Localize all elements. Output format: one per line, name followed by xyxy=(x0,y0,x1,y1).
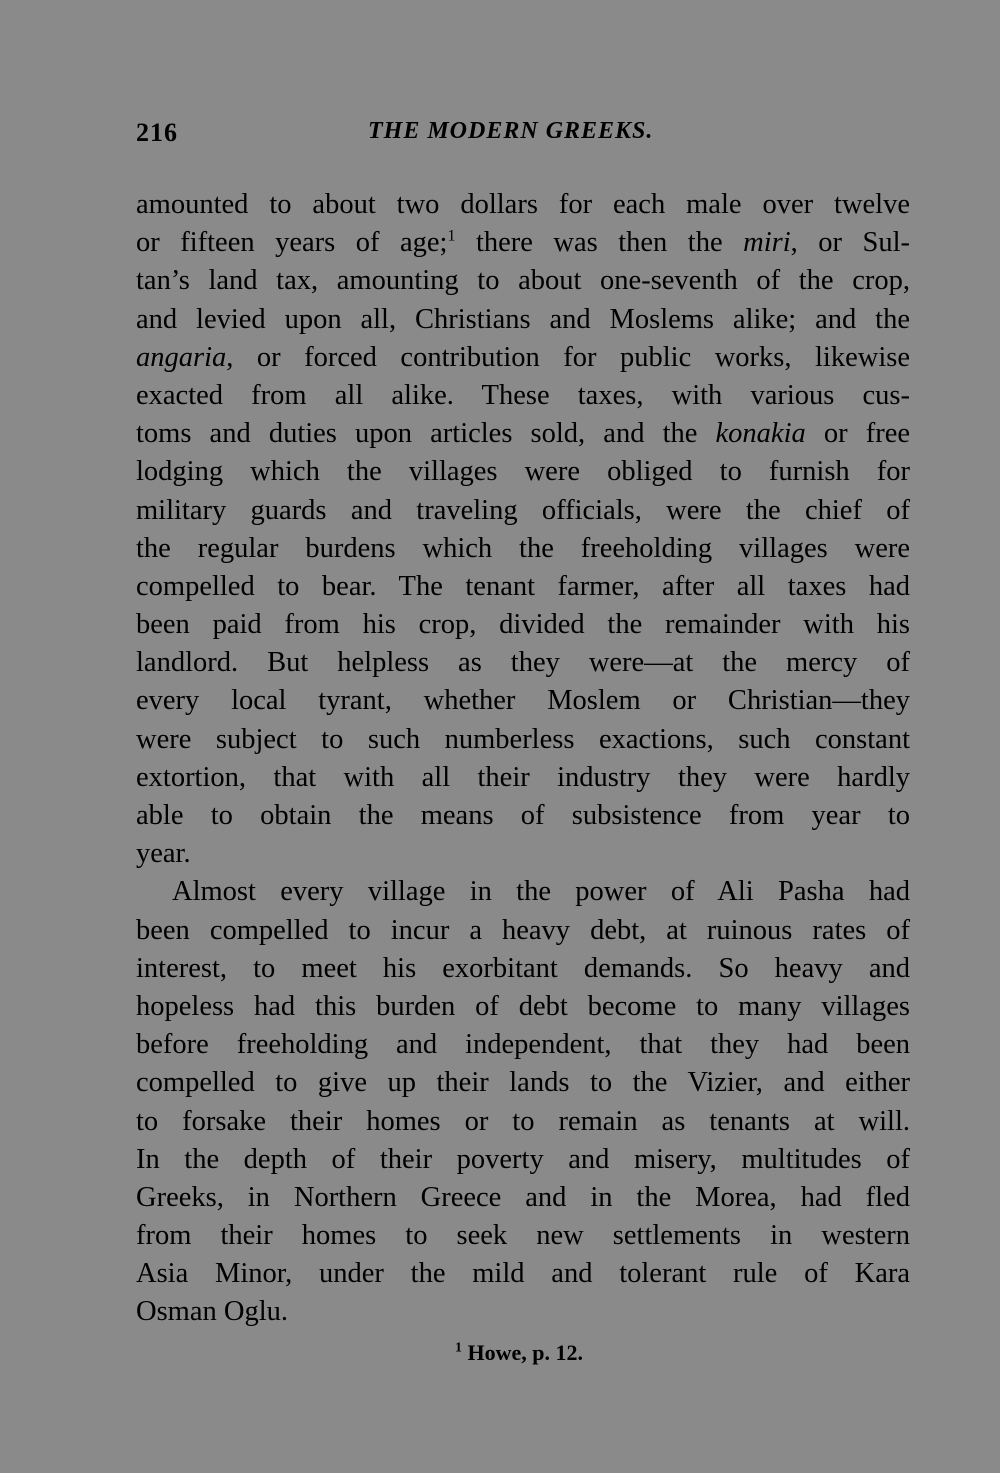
text-line xyxy=(136,224,910,262)
footnote xyxy=(455,1340,583,1366)
text-line: to forsake their homes or to remain as tenants at will. xyxy=(136,1105,910,1137)
text-line xyxy=(136,339,910,377)
text-line: compelled to give up their lands to the Vizier, and either xyxy=(136,1067,910,1099)
running-title: THE MODERN GREEKS. xyxy=(368,118,654,144)
text-line xyxy=(136,415,910,453)
text-fragment: or free xyxy=(805,418,910,450)
text-line: Asia Minor, under the mild and tolerant rule of Kara xyxy=(136,1258,910,1290)
footnote-text: Howe, p. 12. xyxy=(467,1340,583,1365)
text-line: lodging which the villages were obliged to furnish for xyxy=(136,456,910,488)
text-line: every local tyrant, whether Moslem or Christian—they xyxy=(136,685,910,717)
paragraph-first-line: Almost every village in the power of Ali Pasha had xyxy=(172,876,910,908)
text-fragment: , or forced contribution for public works, likewise xyxy=(226,341,910,373)
text-fragment: there was then the xyxy=(455,227,744,259)
text-line: year. xyxy=(136,838,191,870)
text-line: compelled to bear. The tenant farmer, after all taxes had xyxy=(136,570,910,602)
text-line: amounted to about two dollars for each male over twelve xyxy=(136,189,910,220)
text-line: been compelled to incur a heavy debt, at ruinous rates of xyxy=(136,914,910,946)
text-line: military guards and traveling officials, were the chief of xyxy=(136,494,910,526)
italic-term: konakia xyxy=(715,418,806,450)
body-text xyxy=(136,186,910,1332)
footnote-marker: 1 xyxy=(455,1340,462,1356)
italic-term: angaria xyxy=(136,341,227,373)
italic-term: miri xyxy=(743,227,791,259)
text-fragment: or fifteen years of age; xyxy=(136,227,448,259)
page-number: 216 xyxy=(136,118,178,147)
text-line: landlord. But helpless as they were—at the mercy of xyxy=(136,647,910,679)
text-line: before freeholding and independent, that they had been xyxy=(136,1029,910,1061)
text-line: In the depth of their poverty and misery, multitudes of xyxy=(136,1143,910,1175)
text-line: Osman Oglu. xyxy=(136,1296,288,1328)
text-fragment: , or Sul- xyxy=(790,227,911,259)
text-line: extortion, that with all their industry they were hardly xyxy=(136,761,910,793)
text-line: tan’s land tax, amounting to about one-seventh of the crop, xyxy=(136,265,910,297)
text-line: exacted from all alike. These taxes, with various cus- xyxy=(136,379,910,411)
text-line: were subject to such numberless exactions, such constant xyxy=(136,723,910,755)
page-header xyxy=(136,118,910,158)
text-line: Greeks, in Northern Greece and in the Morea, had fled xyxy=(136,1181,910,1213)
text-line: interest, to meet his exorbitant demands. So heavy and xyxy=(136,952,910,984)
text-line: and levied upon all, Christians and Moslems alike; and the xyxy=(136,303,910,335)
text-line: from their homes to seek new settlements in western xyxy=(136,1220,910,1252)
text-line: been paid from his crop, divided the remainder with his xyxy=(136,609,910,641)
text-line: able to obtain the means of subsistence from year to xyxy=(136,800,910,831)
footnote-reference[interactable]: 1 xyxy=(447,227,456,245)
text-line: the regular burdens which the freeholding villages were xyxy=(136,532,910,564)
text-line: hopeless had this burden of debt become to many villages xyxy=(136,990,910,1022)
text-fragment: toms and duties upon articles sold, and the xyxy=(136,418,716,450)
